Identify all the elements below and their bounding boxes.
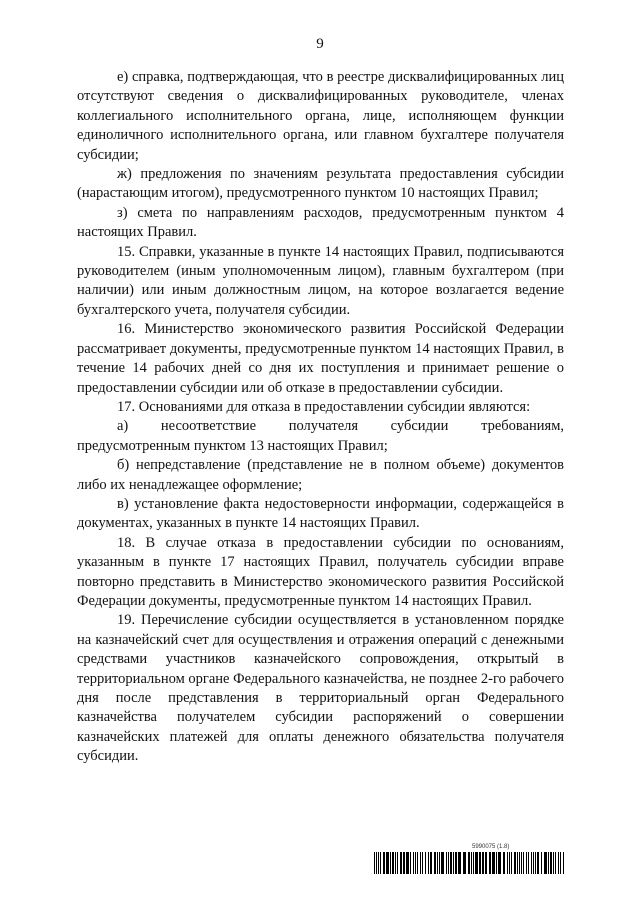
paragraph-17: 17. Основаниями для отказа в предоставлении субсидии являются: [117, 398, 531, 415]
paragraph-14e: е) справка, подтверждающая, что в реестре дисквалифицированных лиц отсутствуют сведения о дисквалифицированных руководителе, членах коллегиального исполнительного органа, лице, исполняющем функции единоличного исполнительного органа, или главном бухгалтере получателя субсидии; [77, 69, 564, 163]
page-number: 9 [316, 36, 324, 52]
paragraph-17a: а) несоответствие получателя субсидии требованиям, предусмотренным пунктом 13 настоящих Правил; [77, 418, 564, 454]
paragraph-14zh: ж) предложения по значениям результата предоставления субсидии (нарастающим итогом), предусмотренного пунктом 10 настоящих Правил; [77, 166, 564, 202]
paragraph-14z: з) смета по направлениям расходов, предусмотренным пунктом 4 настоящих Правил. [77, 204, 564, 241]
paragraph-19: 19. Перечисление субсидии осуществляется в установленном порядке на казначейский счет для осуществления и отражения операций с денежными средствами участников казначейского сопровождения, открытый в территориальном органе Федерального казначейства, не позднее 2-го рабочего дня после представления в территориальный орган Федерального казначейства получателем субсидии распоряжений о совершении казначейских платежей для оплаты денежного обязательства получателя субсидии. [77, 612, 564, 765]
barcode-icon [374, 852, 564, 874]
barcode-caption: 5990075 (1.8) [472, 844, 510, 850]
document-body [77, 68, 564, 767]
paragraph-17v: в) установление факта недостоверности информации, содержащейся в документах, указанных в пункте 14 настоящих Правил. [77, 495, 564, 532]
paragraph-18: 18. В случае отказа в предоставлении субсидии по основаниям, указанным в пункте 17 настоящих Правил, получатель субсидии вправе повторно представить в Министерство экономического развития Российской Федерации документы, предусмотренные пунктом 14 настоящих Правил. [77, 534, 564, 609]
paragraph-17b: б) непредставление (представление не в полном объеме) документов либо их ненадлежащее оформление; [77, 457, 564, 493]
paragraph-16: 16. Министерство экономического развития Российской Федерации рассматривает документы, предусмотренные пунктом 14 настоящих Правил, в течение 14 рабочих дней со дня их поступления и принимает решение о предоставлении субсидии или об отказе в предоставлении субсидии. [77, 321, 564, 396]
paragraph-15: 15. Справки, указанные в пункте 14 настоящих Правил, подписываются руководителем (иным уполномоченным лицом), главным бухгалтером (при наличии) или иным должностным лицом, на которое возлагается ведение бухгалтерского учета, получателя субсидии. [77, 243, 564, 318]
